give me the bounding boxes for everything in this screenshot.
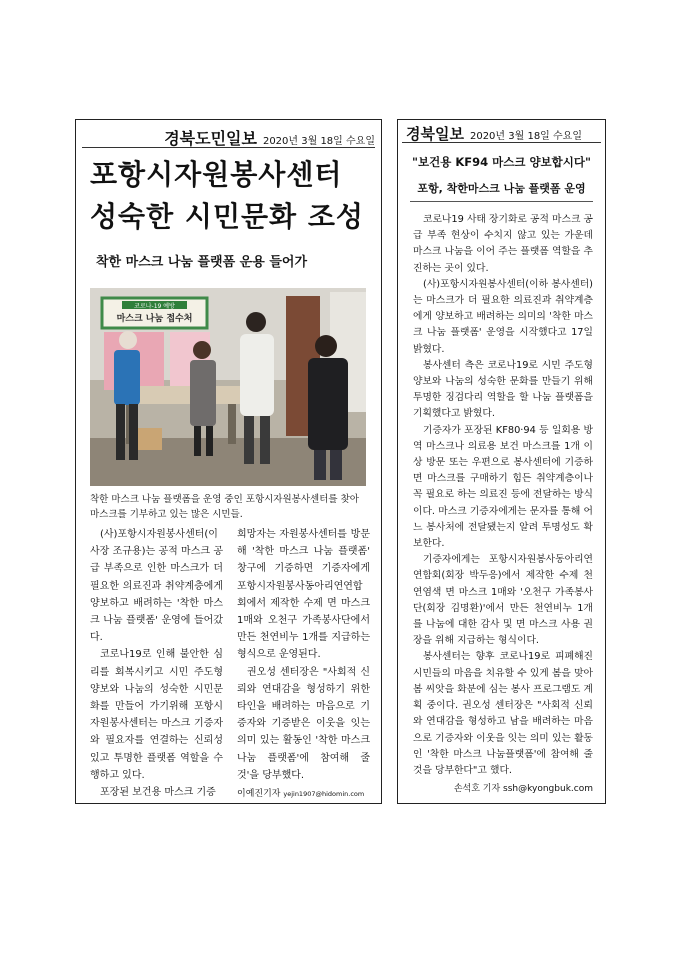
sign-top-text: 코로나-19 예방 xyxy=(134,303,175,310)
paragraph: 권오성 센터장은 "사회적 신뢰와 연대감을 형성하기 위한 타인을 배려하는 마음으로 기증자와 기증받은 이웃을 잇는 의미 있는 활동인 '착한 마스크 나눔 플랫폼'에 참여해 줄 것'을 당부했다. xyxy=(237,666,370,781)
paragraph: 기증자에게는 포항시자원봉사동아리연연합회(회장 박두응)에서 제작한 수제 천연염색 면 마스크 1매와 '오천구 가족봉사단(회장 김명환)'에서 만든 천연비누 1개를 나눔에 대한 감사 및 면 마스크 사용 권장을 위해 지급하는 형식이다. xyxy=(413,554,593,647)
article-clipping-gyeongbuk-domin xyxy=(75,119,382,804)
paragraph: 코로나19로 인해 불안한 심리를 회복시키고 시민 주도형 양보와 나눔의 성숙한 시민문화를 만들어 가기위해 포항시자원봉사센터는 마스크 기증자와 필요자를 연결하는 신뢰성 있고 투명한 플랫폼 역할을 수행하고 있다. xyxy=(90,649,223,781)
byline-name: 이예진기자 xyxy=(237,789,281,800)
publication-date: 2020년 3월 18일 수요일 xyxy=(262,136,375,147)
masthead-rule xyxy=(82,147,375,148)
newspaper-name: 경북도민일보 xyxy=(164,129,257,148)
headline-line: 성숙한 시민문화 조성 xyxy=(90,200,364,233)
article-body xyxy=(90,526,370,803)
byline-email: yejin1907@hidomin.com xyxy=(283,790,365,799)
paragraph: 코로나19 사태 장기화로 공적 마스크 공급 부족 현상이 수치지 않고 있는 가운데 마스크 나눔을 이어 주는 플랫폼 역할을 추진하는 곳이 있다. xyxy=(413,214,593,274)
byline xyxy=(237,786,370,803)
article-column-1 xyxy=(90,526,223,803)
paragraph: 봉사센터는 향후 코로나19로 피폐해진 시민들의 마음을 치유할 수 있게 봄을 맞아 봄 씨앗을 화분에 심는 봉사 프로그램도 계획 중이다. 권오성 센터장은 "사회적 신뢰와 연대감을 형성하고 남을 배려하는 마음으로 기증자와 이웃을 잇는 의미 있는 활동인 '착한 마스크 나눔플랫폼'에 참여해 줄 것을 당부한다"고 했다. xyxy=(413,651,593,776)
headline xyxy=(90,154,364,238)
subheadline: 착한 마스크 나눔 플랫폼 운용 들어가 xyxy=(96,255,307,270)
byline: 손석호 기자 ssh@kyongbuk.com xyxy=(453,784,593,795)
article-column-2 xyxy=(237,526,370,803)
article-body xyxy=(413,212,593,797)
paragraph: 기증자가 포장된 KF80·94 등 일회용 방역 마스크나 의료용 보건 마스크를 1개 이상 방문 또는 우편으로 봉사센터에 기증하면 마스크를 구매하기 힘든 취약계층이나 꼭 필요로 하는 의료진 등에 전달하는 방식이다. 마스크 기증자에게는 문자를 통해 어느 봉사처에 전달됐는지 알려 투명성도 확보한다. xyxy=(413,424,593,550)
headline: "보건용 KF94 마스크 양보합시다" xyxy=(412,155,591,169)
subheadline: 포항, 착한마스크 나눔 플랫폼 운영 xyxy=(417,182,586,195)
sign-main-text: 마스크 나눔 접수처 xyxy=(116,314,193,324)
newspaper-name: 경북일보 xyxy=(406,125,464,143)
masthead-rule xyxy=(402,142,601,143)
news-photo xyxy=(90,288,366,486)
masthead xyxy=(406,123,582,144)
photo-illustration xyxy=(90,288,366,486)
paragraph: (사)포항시자원봉사센터(이하 봉사센터)는 마스크가 더 필요한 의료진과 취약계층에게 양보하고 배려하는 의미의 '착한 마스크 나눔 플랫폼' 운영을 시작했다고 17일 밝혔다. xyxy=(413,278,593,355)
paragraph: 포장된 보건용 마스크 기증 xyxy=(100,787,216,799)
article-clipping-kyongbuk xyxy=(397,119,606,804)
headline-rule xyxy=(410,201,593,202)
photo-caption: 착한 마스크 나눔 플랫폼을 운영 중인 포항시자원봉사센터를 찾아 마스크를 기부하고 있는 많은 시민들. xyxy=(90,494,359,520)
paragraph: 봉사센터 측은 코로나19로 시민 주도형 양보와 나눔의 성숙한 문화를 만들기 위해 투명한 징검다리 역할을 할 나눔 플랫폼을 기획했다고 밝혔다. xyxy=(413,359,593,420)
masthead xyxy=(164,126,375,149)
paragraph: (사)포항시자원봉사센터(이사장 조규용)는 공적 마스크 공급 부족으로 인한 마스크가 더 필요한 의료진과 취약계층에게 양보하고 배려하는 '착한 마스크 나눔 플랫폼' 운영에 들어갔다. xyxy=(90,529,223,644)
publication-date: 2020년 3월 18일 수요일 xyxy=(469,131,583,142)
headline-line: 포항시자원봉사센터 xyxy=(90,158,343,191)
paragraph: 희망자는 자원봉사센터를 방문해 '착한 마스크 나눔 플랫폼' 창구에 기증하면 기증자에게 포항시자원봉사동아리연연합회에서 제작한 수제 면 마스크 1매와 오천구 가족봉사단에서 만든 천연비누 1개를 지급하는 형식으로 운영된다. xyxy=(237,529,370,661)
